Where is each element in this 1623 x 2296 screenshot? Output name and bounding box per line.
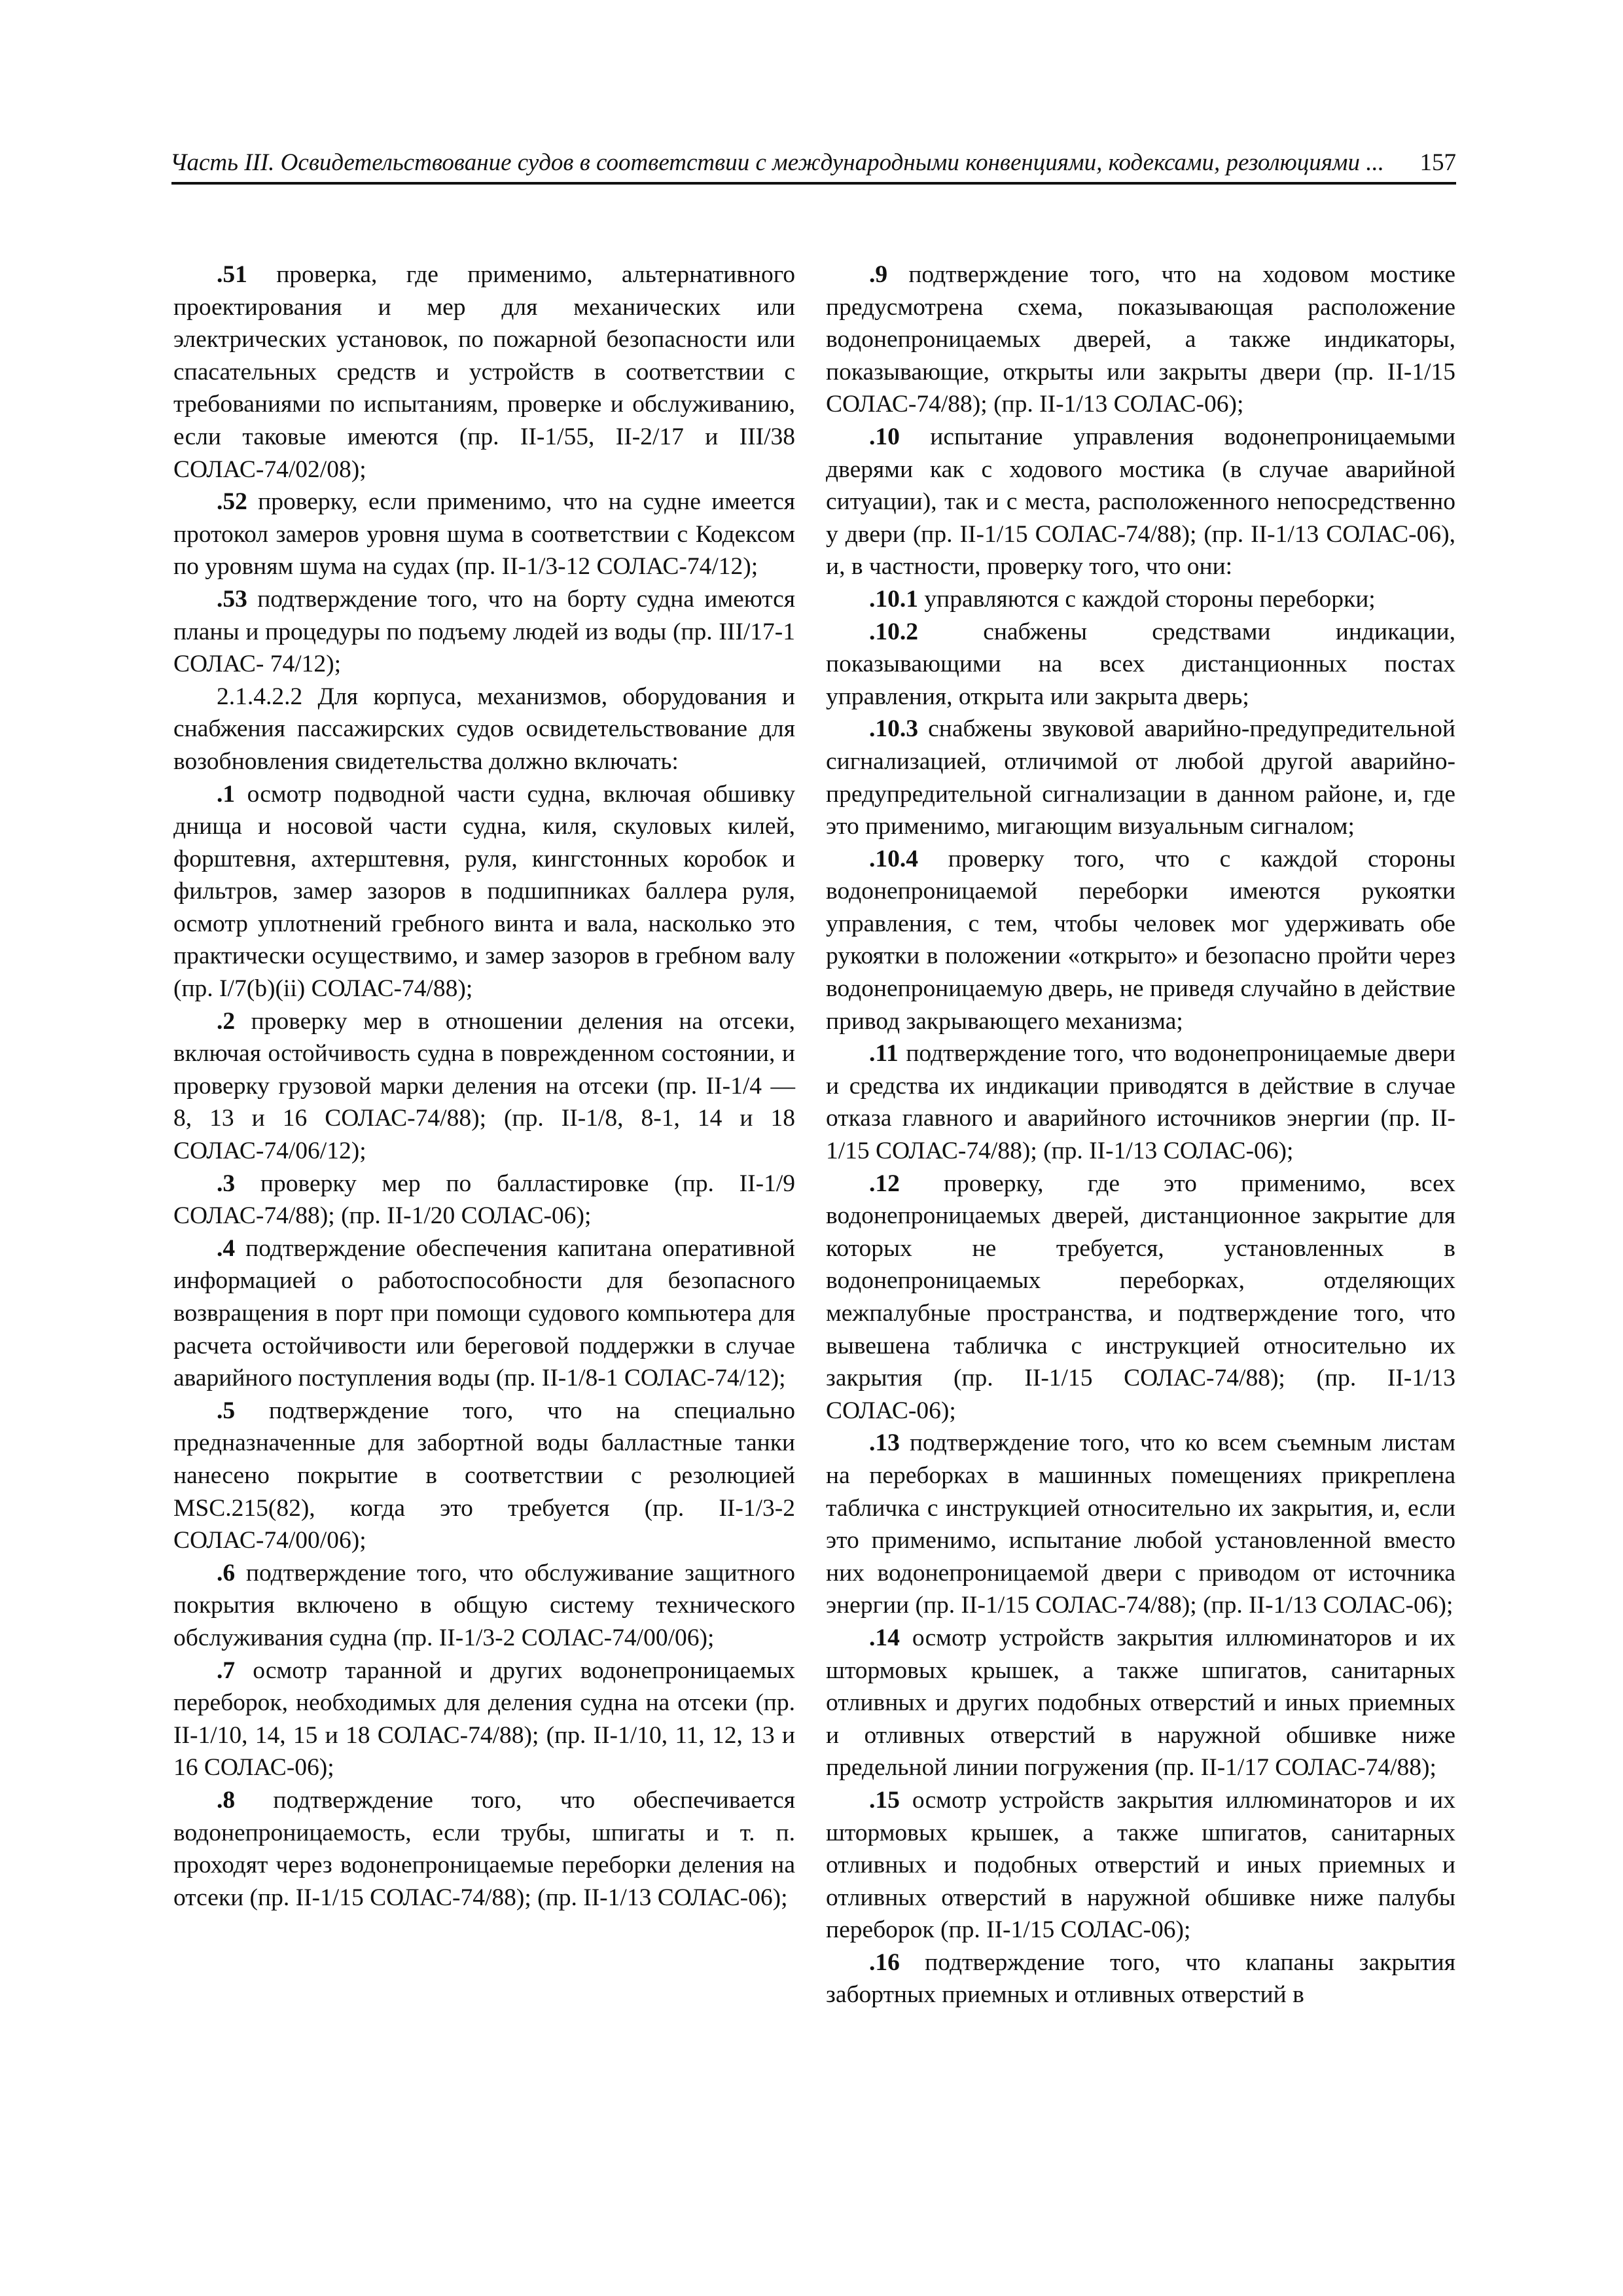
item-text: осмотр устройств закрытия иллюминаторов и их штормовых крышек, а также шпигатов, санитарных отливных и других подобных отверстий и иных приемных и отливных отверстий в наружной обшивке ниже предельной линии погружения (пр. II-1/17 СОЛАС-74/88);: [826, 1624, 1455, 1782]
item-text: проверку того, что с каждой стороны водонепроницаемой переборки имеются рукоятки управления, с тем, чтобы человек мог удерживать обе рукоятки в положении «открыто» и безопасно пройти через водонепроницаемую дверь, не приведя случайно в действие привод закрывающего механизма;: [826, 845, 1455, 1035]
item-number: .7: [217, 1657, 236, 1684]
paragraph: [173, 1168, 795, 1232]
item-number: .8: [217, 1786, 236, 1814]
item-text: подтверждение того, что обеспечивается водонепроницаемость, если трубы, шпигаты и т. п. проходят через водонепроницаемые переборки деления на отсеки (пр. II-1/15 СОЛАС-74/88); (пр. II-1/13 СОЛАС-06);: [173, 1786, 795, 1911]
paragraph: [173, 1655, 795, 1784]
item-text: подтверждение того, что клапаны закрытия забортных приемных и отливных отверстий в: [826, 1948, 1455, 2009]
item-number: .53: [217, 585, 247, 613]
item-text: испытание управления водонепроницаемыми дверями как с ходового мостика (в случае аварийной ситуации), так и с места, расположенного непосредственно у двери (пр. II-1/15 СОЛАС-74/88); (пр. II-1/13 СОЛАС-06), и, в частности, проверку того, что они:: [826, 423, 1455, 581]
item-number: .5: [217, 1397, 236, 1424]
item-text: проверку мер по балластировке (пр. II-1/9 СОЛАС-74/88); (пр. II-1/20 СОЛАС-06);: [173, 1170, 795, 1230]
item-text: проверку, где это применимо, всех водонепроницаемых дверей, дистанционное закрытие для которых не требуется, установленных в водонепроницаемых переборках, отделяющих межпалубные пространства, и подтверждение того, что вывешена табличка с инструкцией относительно их закрытия (пр. II-1/15 СОЛАС-74/88); (пр. II-1/13 СОЛАС-06);: [826, 1170, 1455, 1424]
paragraph: [826, 583, 1455, 616]
item-text: проверку, если применимо, что на судне имеется протокол замеров уровня шума в соответствии с Кодексом по уровням шума на судах (пр. II-1/3-12 СОЛАС-74/12);: [173, 488, 795, 581]
item-number: .15: [869, 1786, 900, 1814]
item-number: .10.1: [869, 585, 918, 613]
item-number: .2: [217, 1007, 236, 1035]
paragraph: [826, 843, 1455, 1038]
paragraph: [173, 1784, 795, 1914]
item-number: .51: [217, 261, 247, 288]
item-text: осмотр устройств закрытия иллюминаторов и их штормовых крышек, а также шпигатов, санитарных отливных и подобных отверстий и иных приемных и отливных отверстий в наружной обшивке ниже палубы переборок (пр. II-1/15 СОЛАС-06);: [826, 1786, 1455, 1944]
item-text: подтверждение того, что водонепроницаемые двери и средства их индикации приводятся в действие в случае отказа главного и аварийного источников энергии (пр. II-1/15 СОЛАС-74/88); (пр. II-1/13 СОЛАС-06);: [826, 1040, 1455, 1165]
item-text: подтверждение того, что обслуживание защитного покрытия включено в общую систему технического обслуживания судна (пр. II-1/3-2 СОЛАС-74/00/06);: [173, 1559, 795, 1651]
paragraph: [826, 1946, 1455, 2011]
item-text: подтверждение того, что на специально предназначенные для забортной воды балластные танки нанесено покрытие в соответствии с резолюцией MSC.215(82), когда это требуется (пр. II-1/3-2 СОЛАС-74/00/06);: [173, 1397, 795, 1554]
item-text: 2.1.4.2.2 Для корпуса, механизмов, оборудования и снабжения пассажирских судов освидетельствование для возобновления свидетельства должно включать:: [173, 683, 795, 775]
paragraph: [826, 421, 1455, 583]
paragraph: [826, 1784, 1455, 1946]
paragraph: [826, 1168, 1455, 1427]
item-number: .6: [217, 1559, 236, 1587]
item-number: .3: [217, 1170, 236, 1197]
header-rule: [171, 182, 1456, 185]
paragraph: [826, 1037, 1455, 1167]
right-column: [826, 259, 1455, 2011]
paragraph: [826, 1622, 1455, 1784]
paragraph: [173, 1232, 795, 1395]
left-column: [173, 259, 795, 1914]
item-text: управляются с каждой стороны переборки;: [918, 585, 1376, 613]
item-text: осмотр таранной и других водонепроницаемых переборок, необходимых для деления судна на отсеки (пр. II-1/10, 14, 15 и 18 СОЛАС-74/88); (пр. II-1/10, 11, 12, 13 и 16 СОЛАС-06);: [173, 1657, 795, 1782]
item-text: снабжены средствами индикации, показывающими на всех дистанционных постах управления, открыта или закрыта дверь;: [826, 618, 1455, 710]
paragraph: [826, 713, 1455, 842]
running-header: [170, 147, 1456, 179]
item-number: .13: [869, 1429, 900, 1457]
item-text: проверка, где применимо, альтернативного проектирования и мер для механических или электрических установок, по пожарной безопасности или спасательных средств и устройств в соответствии с требованиями по испытаниям, проверке и обслуживанию, если таковые имеются (пр. II-1/55, II-2/17 и III/38 СОЛАС-74/02/08);: [173, 261, 795, 483]
paragraph: [173, 259, 795, 486]
paragraph: [173, 681, 795, 778]
item-text: проверку мер в отношении деления на отсеки, включая остойчивость судна в поврежденном состоянии, и проверку грузовой марки деления на отсеки (пр. II-1/4 — 8, 13 и 16 СОЛАС-74/88); (пр. II-1/8, 8-1, 14 и 18 СОЛАС-74/06/12);: [173, 1007, 795, 1165]
item-text: подтверждение того, что на ходовом мостике предусмотрена схема, показывающая расположение водонепроницаемых дверей, а также индикаторы, показывающие, открыты или закрыты двери (пр. II-1/15 СОЛАС-74/88); (пр. II-1/13 СОЛАС-06);: [826, 261, 1455, 418]
item-number: .1: [217, 780, 236, 808]
item-number: .10.2: [869, 618, 918, 645]
paragraph: [826, 259, 1455, 421]
item-number: .10.4: [869, 845, 918, 872]
paragraph: [173, 1005, 795, 1168]
paragraph: [826, 1427, 1455, 1622]
paragraph: [173, 1557, 795, 1655]
paragraph: [826, 616, 1455, 713]
paragraph: [173, 486, 795, 583]
item-text: снабжены звуковой аварийно-предупредительной сигнализацией, отличимой от любой другой аварийно-предупредительной сигнализации в данном районе, и, где это применимо, мигающим визуальным сигналом;: [826, 715, 1455, 840]
item-text: подтверждение того, что ко всем съемным листам на переборках в машинных помещениях прикреплена табличка с инструкцией относительно их закрытия, и, если это применимо, испытание любой установленной вместо них водонепроницаемой двери с приводом от источника энергии (пр. II-1/15 СОЛАС-74/88); (пр. II-1/13 СОЛАС-06);: [826, 1429, 1455, 1619]
item-number: .4: [217, 1234, 236, 1262]
item-text: подтверждение того, что на борту судна имеются планы и процедуры по подъему людей из воды (пр. III/17-1 СОЛАС- 74/12);: [173, 585, 795, 678]
paragraph: [173, 1395, 795, 1557]
paragraph: [173, 583, 795, 681]
item-number: .52: [217, 488, 247, 516]
item-number: .11: [869, 1040, 899, 1067]
item-text: подтверждение обеспечения капитана оперативной информацией о работоспособности для безопасного возвращения в порт при помощи судового компьютера для расчета остойчивости или береговой поддержки в случае аварийного поступления воды (пр. II-1/8-1 СОЛАС-74/12);: [173, 1234, 795, 1392]
header-title: Часть III. Освидетельствование судов в соответствии с международными конвенциями, кодексами, резолюциями ...: [170, 149, 1385, 176]
item-number: .16: [869, 1948, 900, 1976]
item-number: .9: [869, 261, 888, 288]
item-number: .14: [869, 1624, 900, 1651]
item-number: .10: [869, 423, 900, 450]
item-text: осмотр подводной части судна, включая обшивку днища и носовой части судна, киля, скуловых килей, форштевня, ахтерштевня, руля, кингстонных коробок и фильтров, замер зазоров в подшипниках баллера руля, осмотр уплотнений гребного винта и вала, насколько это практически осуществимо, и замер зазоров в гребном валу (пр. I/7(b)(ii) СОЛАС-74/88);: [173, 780, 795, 1003]
item-number: .10.3: [869, 715, 918, 743]
page-number: 157: [1419, 149, 1456, 176]
item-number: .12: [869, 1170, 900, 1197]
paragraph: [173, 778, 795, 1005]
